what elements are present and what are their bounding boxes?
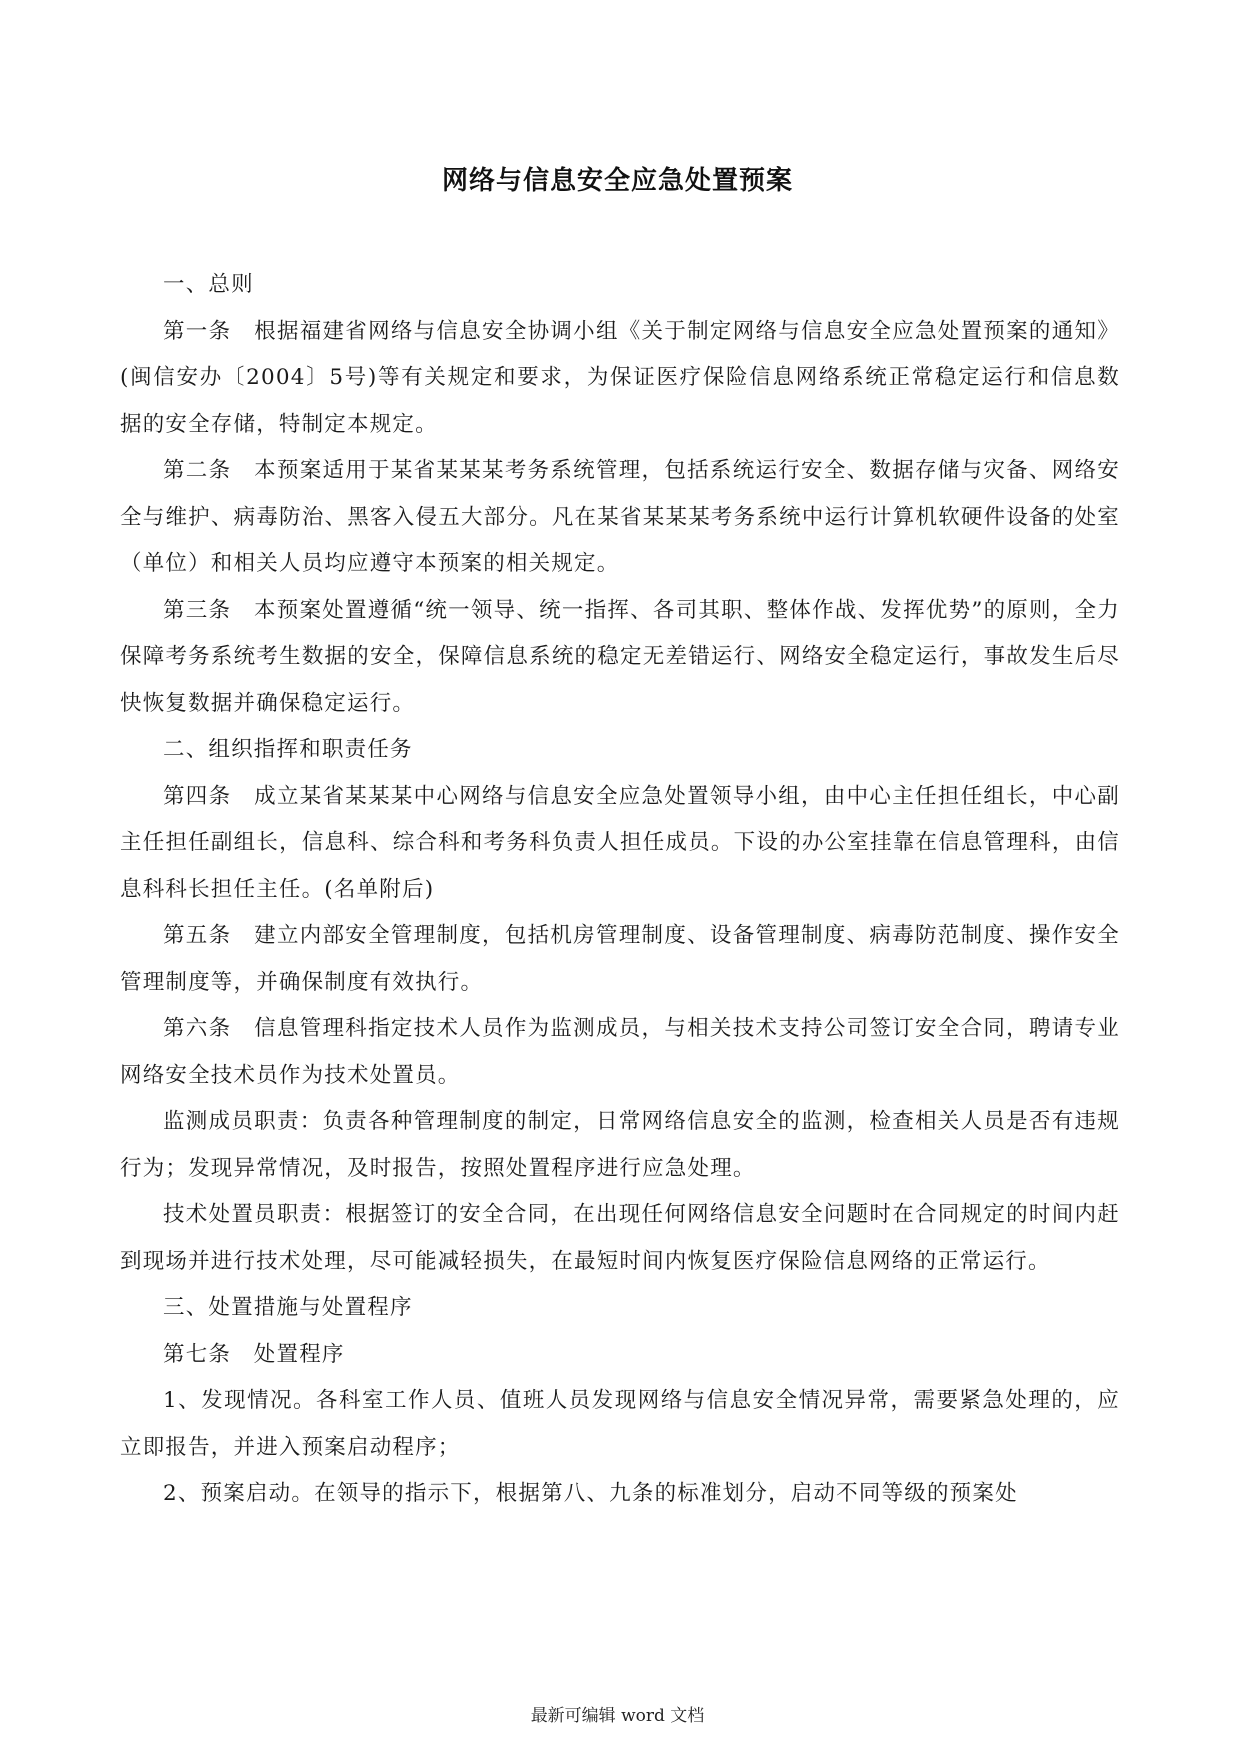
paragraph: 第三条 本预案处置遵循“统一领导、统一指挥、各司其职、整体作战、发挥优势”的原则，全力保障考务系统考生数据的安全，保障信息系统的稳定无差错运行、网络安全稳定运行，事故发生后尽快恢复数据并确保稳定运行。 xyxy=(120,597,1120,716)
paragraph: 第一条 根据福建省网络与信息安全协调小组《关于制定网络与信息安全应急处置预案的通知》(闽信安办〔2004〕5号)等有关规定和要求，为保证医疗保险信息网络系统正常稳定运行和信息数据的安全存储，特制定本规定。 xyxy=(120,318,1120,437)
page-title: 网络与信息安全应急处置预案 xyxy=(441,166,793,196)
section-heading: 二、组织指挥和职责任务 xyxy=(163,737,413,762)
paragraph: 第七条 处置程序 xyxy=(163,1341,345,1367)
document-body xyxy=(120,262,1120,1518)
paragraph: 第五条 建立内部安全管理制度，包括机房管理制度、设备管理制度、病毒防范制度、操作安全管理制度等，并确保制度有效执行。 xyxy=(120,923,1120,995)
paragraph: 第二条 本预案适用于某省某某某考务系统管理，包括系统运行安全、数据存储与灾备、网络安全与维护、病毒防治、黑客入侵五大部分。凡在某省某某某考务系统中运行计算机软硬件设备的处室（单位）和相关人员均应遵守本预案的相关规定。 xyxy=(120,458,1120,576)
section-heading: 一、总则 xyxy=(163,272,254,297)
paragraph: 监测成员职责：负责各种管理制度的制定，日常网络信息安全的监测，检查相关人员是否有违规行为；发现异常情况，及时报告，按照处置程序进行应急处理。 xyxy=(120,1109,1120,1181)
paragraph: 第四条 成立某省某某某中心网络与信息安全应急处置领导小组，由中心主任担任组长，中心副主任担任副组长，信息科、综合科和考务科负责人担任成员。下设的办公室挂靠在信息管理科，由信息科科长担任主任。(名单附后) xyxy=(120,783,1120,902)
paragraph: 技术处置员职责：根据签订的安全合同，在出现任何网络信息安全问题时在合同规定的时间内赶到现场并进行技术处理，尽可能减轻损失，在最短时间内恢复医疗保险信息网络的正常运行。 xyxy=(120,1202,1120,1274)
page-footer: 最新可编辑 word 文档 xyxy=(530,1706,705,1726)
paragraph: 1、发现情况。各科室工作人员、值班人员发现网络与信息安全情况异常，需要紧急处理的，应立即报告，并进入预案启动程序； xyxy=(120,1388,1120,1460)
paragraph: 第六条 信息管理科指定技术人员作为监测成员，与相关技术支持公司签订安全合同，聘请专业网络安全技术员作为技术处置员。 xyxy=(120,1016,1120,1088)
paragraph: 2、预案启动。在领导的指示下，根据第八、九条的标准划分，启动不同等级的预案处 xyxy=(163,1481,1018,1506)
section-heading: 三、处置措施与处置程序 xyxy=(163,1295,413,1320)
